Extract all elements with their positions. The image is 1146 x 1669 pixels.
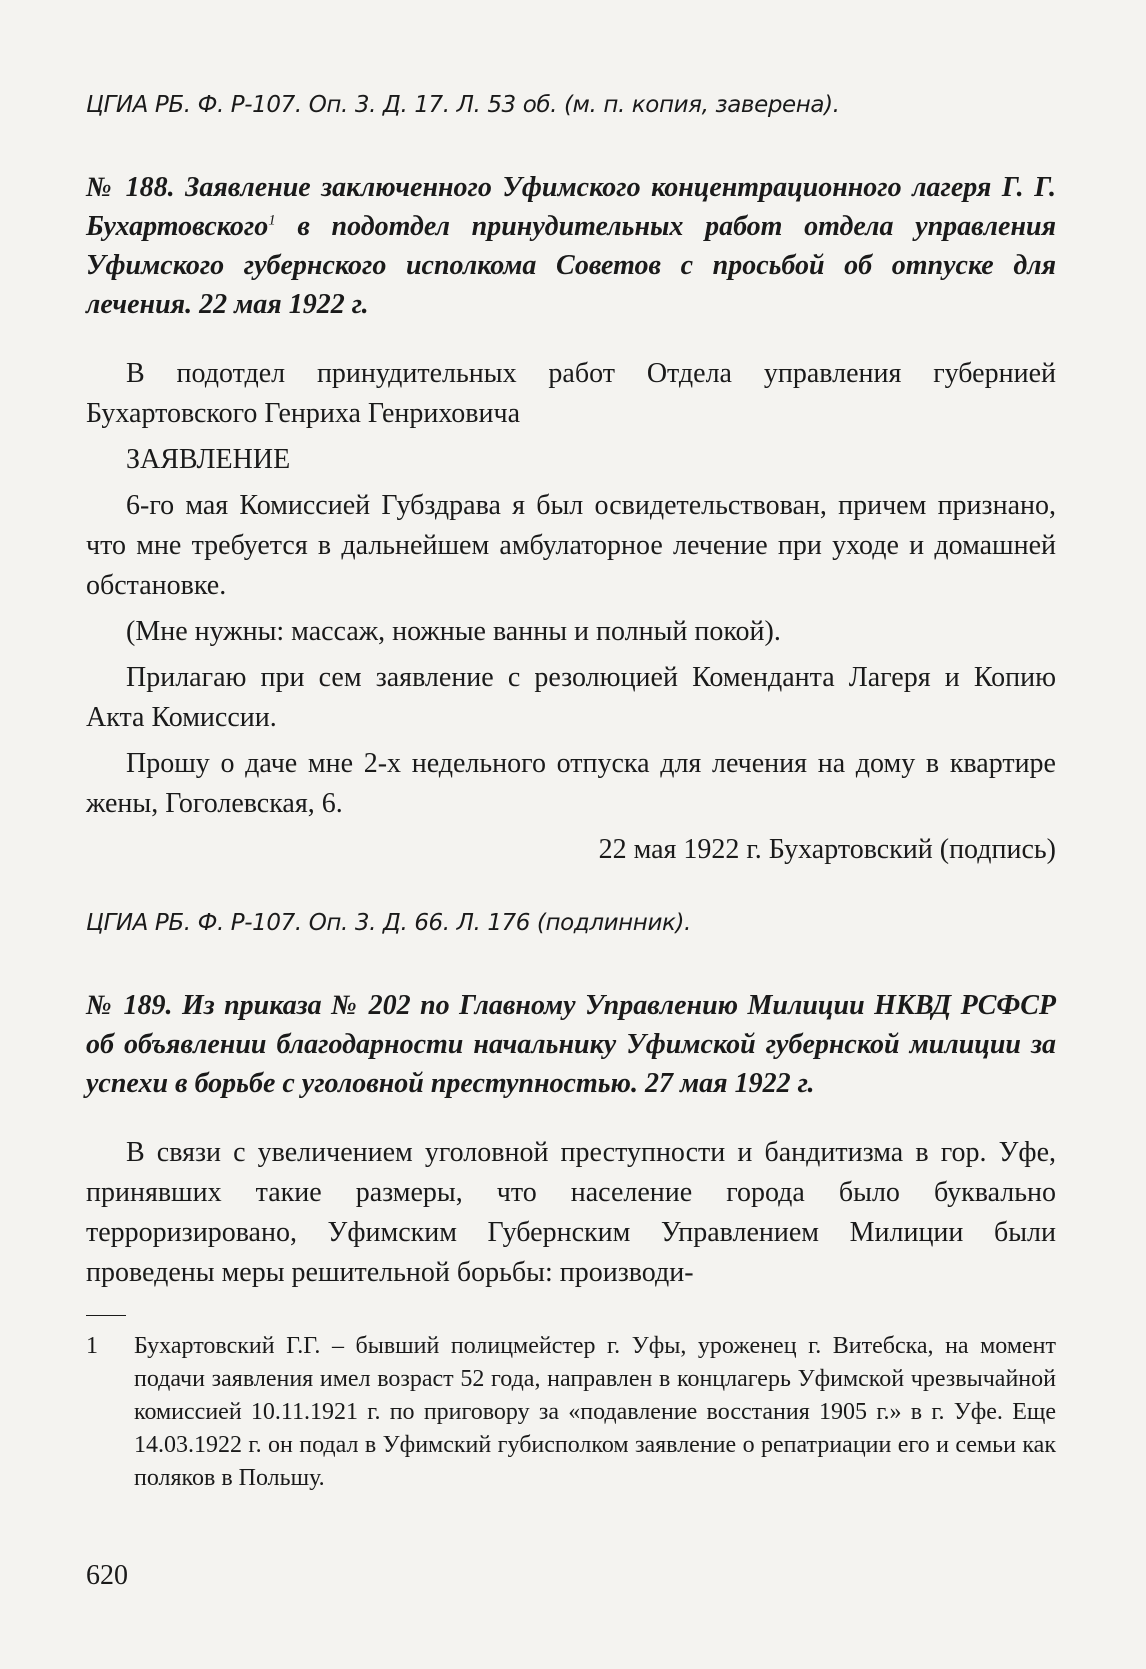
document-heading-189: № 189. Из приказа № 202 по Главному Управлению Милиции НКВД РСФСР об объявлении благодарности начальнику Уфимской губернской милиции за успехи в борьбе с уголовной преступностью. 27 мая 1922 г. [86,990,1056,1099]
document-heading-188 [86,168,1056,324]
footnote [86,1330,1056,1495]
source-citation-187: ЦГИА РБ. Ф. Р-107. Оп. 3. Д. 17. Л. 53 об. (м. п. копия, заверена). [86,92,840,118]
heading-188-text: № 188. Заявление заключенного Уфимского концентрационного лагеря Г. Г. Бухартовского [86,172,1056,242]
paragraph: Прилагаю при сем заявление с резолюцией Коменданта Лагеря и Копию Акта Комиссии. [86,662,1056,733]
document-body-188 [86,354,1056,870]
source-citation-188: ЦГИА РБ. Ф. Р-107. Оп. 3. Д. 66. Л. 176 (подлинник). [86,910,691,936]
document-title: ЗАЯВЛЕНИЕ [126,444,291,475]
paragraph: 6-го мая Комиссией Губздрава я был освидетельствован, причем признано, что мне требуется в дальнейшем амбулаторное лечение при уходе и домашней обстановке. [86,490,1056,601]
footnote-number: 1 [86,1333,98,1359]
footnote-text: Бухартовский Г.Г. – бывший полицмейстер г. Уфы, уроженец г. Витебска, на момент подачи заявления имел возраст 52 года, направлен в концлагерь Уфимской чрезвычайной комиссией 10.11.1921 г. по приговору за «подавление восстания 1905 г.» в г. Уфе. Еще 14.03.1922 г. он подал в Уфимский губисполком заявление о репатриации его и семьи как поляков в Польшу. [134,1333,1056,1491]
page-content [86,90,1056,1495]
heading-188-text-cont: в подотдел принудительных работ отдела управления Уфимского губернского исполкома Советов с просьбой об отпуске для лечения. 22 мая 1922 г. [86,211,1056,320]
paragraph: В связи с увеличением уголовной преступности и бандитизма в гор. Уфе, принявших такие размеры, что население города было буквально терроризировано, Уфимским Губернским Управлением Милиции были проведены меры решительной борьбы: производи- [86,1137,1056,1288]
paragraph: Прошу о даче мне 2-х недельного отпуска для лечения на дому в квартире жены, Гоголевская, 6. [86,748,1056,819]
paragraph: (Мне нужны: массаж, ножные ванны и полный покой). [126,616,781,647]
addressee: В подотдел принудительных работ Отдела управления губернией Бухартовского Генриха Генриховича [86,358,1056,429]
document-body-189 [86,1133,1056,1293]
signature-line: 22 мая 1922 г. Бухартовский (подпись) [598,834,1056,865]
page-number: 620 [86,1560,128,1591]
footnote-divider [86,1315,126,1316]
footnote-ref[interactable]: 1 [268,212,276,229]
